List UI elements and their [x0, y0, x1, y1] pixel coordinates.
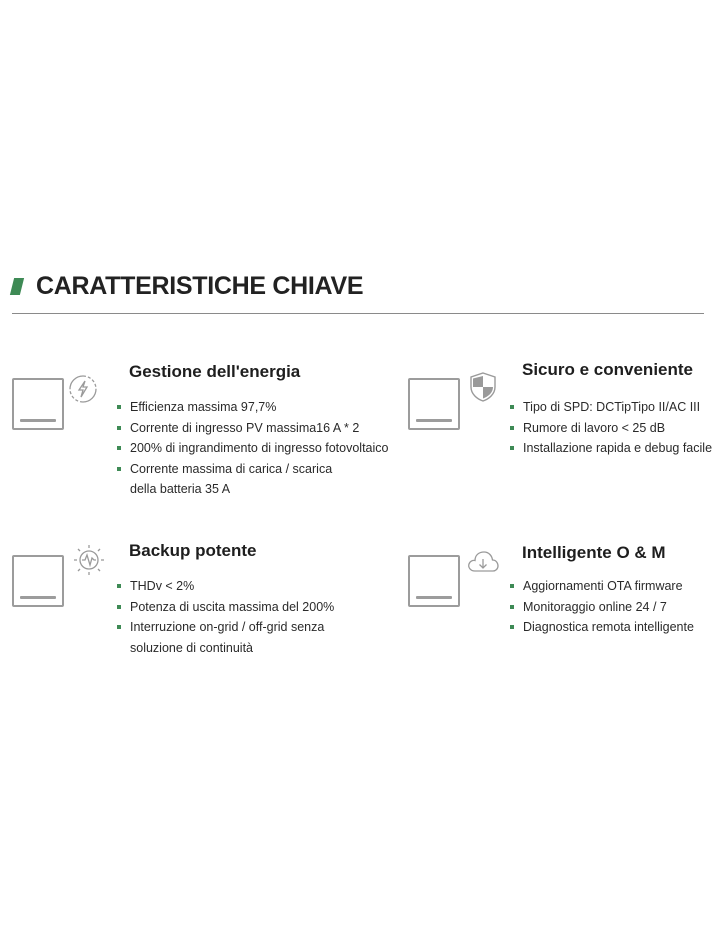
list-item: Tipo di SPD: DCTipTipo II/AC III — [509, 397, 712, 418]
energy-gear-icon — [66, 372, 100, 406]
feature-title: Backup potente — [129, 541, 257, 560]
feature-title: Intelligente O & M — [522, 543, 666, 562]
device-icon — [12, 378, 64, 430]
list-item: Interruzione on-grid / off-grid senza — [116, 617, 334, 638]
feature-title: Gestione dell'energia — [129, 362, 301, 381]
section-title: CARATTERISTICHE CHIAVE — [36, 272, 364, 300]
list-item: Corrente massima di carica / scarica — [116, 459, 389, 480]
list-item: Potenza di uscita massima del 200% — [116, 597, 334, 618]
feature-list — [509, 576, 694, 638]
list-item: Aggiornamenti OTA firmware — [509, 576, 694, 597]
feature-list — [509, 397, 712, 459]
list-item: Installazione rapida e debug facile — [509, 438, 712, 459]
list-item-continuation: soluzione di continuità — [130, 640, 253, 655]
list-item: THDv < 2% — [116, 576, 334, 597]
sun-pulse-icon — [72, 543, 106, 577]
accent-mark — [10, 278, 24, 295]
shield-icon — [466, 370, 500, 404]
list-item: Monitoraggio online 24 / 7 — [509, 597, 694, 618]
list-item: Rumore di lavoro < 25 dB — [509, 418, 712, 439]
list-item: 200% di ingrandimento di ingresso fotovoltaico — [116, 438, 389, 459]
feature-title: Sicuro e conveniente — [522, 360, 693, 379]
list-item: Diagnostica remota intelligente — [509, 617, 694, 638]
device-icon — [12, 555, 64, 607]
feature-list — [116, 576, 334, 658]
device-icon — [408, 555, 460, 607]
device-icon — [408, 378, 460, 430]
cloud-download-icon — [466, 545, 500, 579]
list-item-continuation: della batteria 35 A — [130, 482, 231, 496]
divider — [12, 313, 704, 314]
list-item: Corrente di ingresso PV massima16 A * 2 — [116, 418, 389, 439]
list-item: Efficienza massima 97,7% — [116, 397, 389, 418]
feature-list — [116, 397, 389, 500]
